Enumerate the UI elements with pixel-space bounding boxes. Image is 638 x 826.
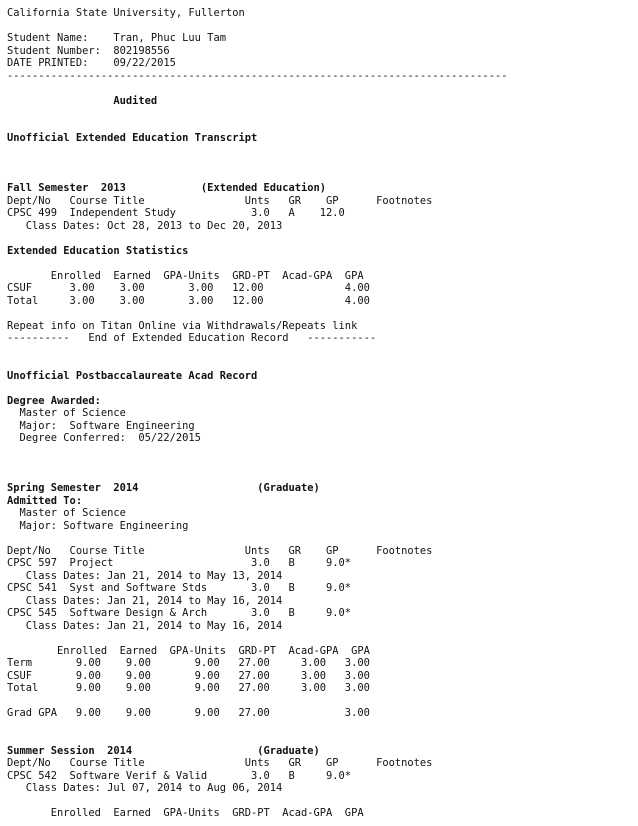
transcript-line: Dept/No Course Title Unts GR GP Footnotes [7,194,433,207]
transcript-line: Grad GPA 9.00 9.00 9.00 27.00 3.00 [7,707,370,719]
transcript-line: CPSC 499 Independent Study 3.0 A 12.0 [7,207,345,219]
transcript-line: Class Dates: Oct 28, 2013 to Dec 20, 2013 [7,219,283,232]
blank-line [7,157,638,170]
transcript-line: Class Dates: Jan 21, 2014 to May 16, 2014 [7,619,283,632]
blank-line [7,145,638,158]
transcript-line: Degree Conferred: 05/22/2015 [7,432,201,444]
transcript-line: CSUF 3.00 3.00 3.00 12.00 4.00 [7,282,370,294]
transcript-line: DATE PRINTED: 09/22/2015 [7,57,176,69]
blank-line [7,382,638,395]
transcript-line: Class Dates: Jan 21, 2014 to May 16, 2014 [7,594,283,607]
transcript-line: Master of Science [7,407,126,419]
blank-line [7,695,638,708]
transcript-line: Student Name: Tran, Phuc Luu Tam [7,32,226,44]
transcript-line: Class Dates: Jul 07, 2014 to Aug 06, 2014 [7,782,283,794]
transcript-line: Unofficial Postbaccalaureate Acad Record [7,369,258,382]
transcript-line: Audited [7,94,158,107]
transcript-line: Major: Software Engineering [7,519,189,532]
transcript-line: Spring Semester 2014 (Graduate) [7,482,320,494]
transcript-line: Admitted To: [7,494,83,507]
transcript-line: Enrolled Earned GPA-Units GRD-PT Acad-GPA GPA [7,644,370,657]
transcript-line: CPSC 545 Software Design & Arch 3.0 B 9.0* [7,607,352,619]
blank-line [7,257,638,270]
transcript-line: Summer Session 2014 (Graduate) [7,744,320,757]
transcript-line: CPSC 597 Project 3.0 B 9.0* [7,557,352,569]
blank-line [7,170,638,183]
blank-line [7,345,638,358]
transcript-line: ---------- End of Extended Education Record ----------- [7,332,377,344]
transcript-line: Dept/No Course Title Unts GR GP Footnotes [7,544,433,557]
transcript-line: -------------------------------------------------------------------------------- [7,69,508,82]
blank-line [7,795,638,808]
blank-line [7,632,638,645]
transcript-line: Dept/No Course Title Unts GR GP Footnotes [7,757,433,769]
transcript-line: Major: Software Engineering [7,419,195,432]
transcript-line: Enrolled Earned GPA-Units GRD-PT Acad-GPA GPA [7,807,364,819]
blank-line [7,532,638,545]
transcript-line: CPSC 542 Software Verif & Valid 3.0 B 9.0* [7,769,352,782]
transcript-line: Total 3.00 3.00 3.00 12.00 4.00 [7,294,370,307]
blank-line [7,445,638,458]
blank-line [7,357,638,370]
blank-line [7,120,638,133]
transcript-line: California State University, Fullerton [7,7,245,19]
transcript-line: Class Dates: Jan 21, 2014 to May 13, 2014 [7,569,283,582]
transcript-line: Enrolled Earned GPA-Units GRD-PT Acad-GPA GPA [7,269,364,282]
transcript-line: Unofficial Extended Education Transcript [7,132,258,144]
transcript-line: CPSC 541 Syst and Software Stds 3.0 B 9.0* [7,582,352,594]
transcript-line: Repeat info on Titan Online via Withdrawals/Repeats link [7,319,358,332]
transcript-line: Total 9.00 9.00 9.00 27.00 3.00 3.00 [7,682,370,694]
blank-line [7,107,638,120]
transcript-line: CSUF 9.00 9.00 9.00 27.00 3.00 3.00 [7,669,370,682]
transcript-line: Degree Awarded: [7,394,101,407]
blank-line [7,457,638,470]
transcript-line: Term 9.00 9.00 9.00 27.00 3.00 3.00 [7,657,370,669]
blank-line [7,720,638,733]
transcript-line: Student Number: 802198556 [7,44,170,57]
transcript-line: Fall Semester 2013 (Extended Education) [7,182,327,194]
transcript-line: Extended Education Statistics [7,244,189,257]
blank-line [7,307,638,320]
blank-line [7,20,638,33]
blank-line [7,470,638,483]
blank-line [7,732,638,745]
blank-line [7,232,638,245]
transcript-line: Master of Science [7,507,126,519]
blank-line [7,82,638,95]
